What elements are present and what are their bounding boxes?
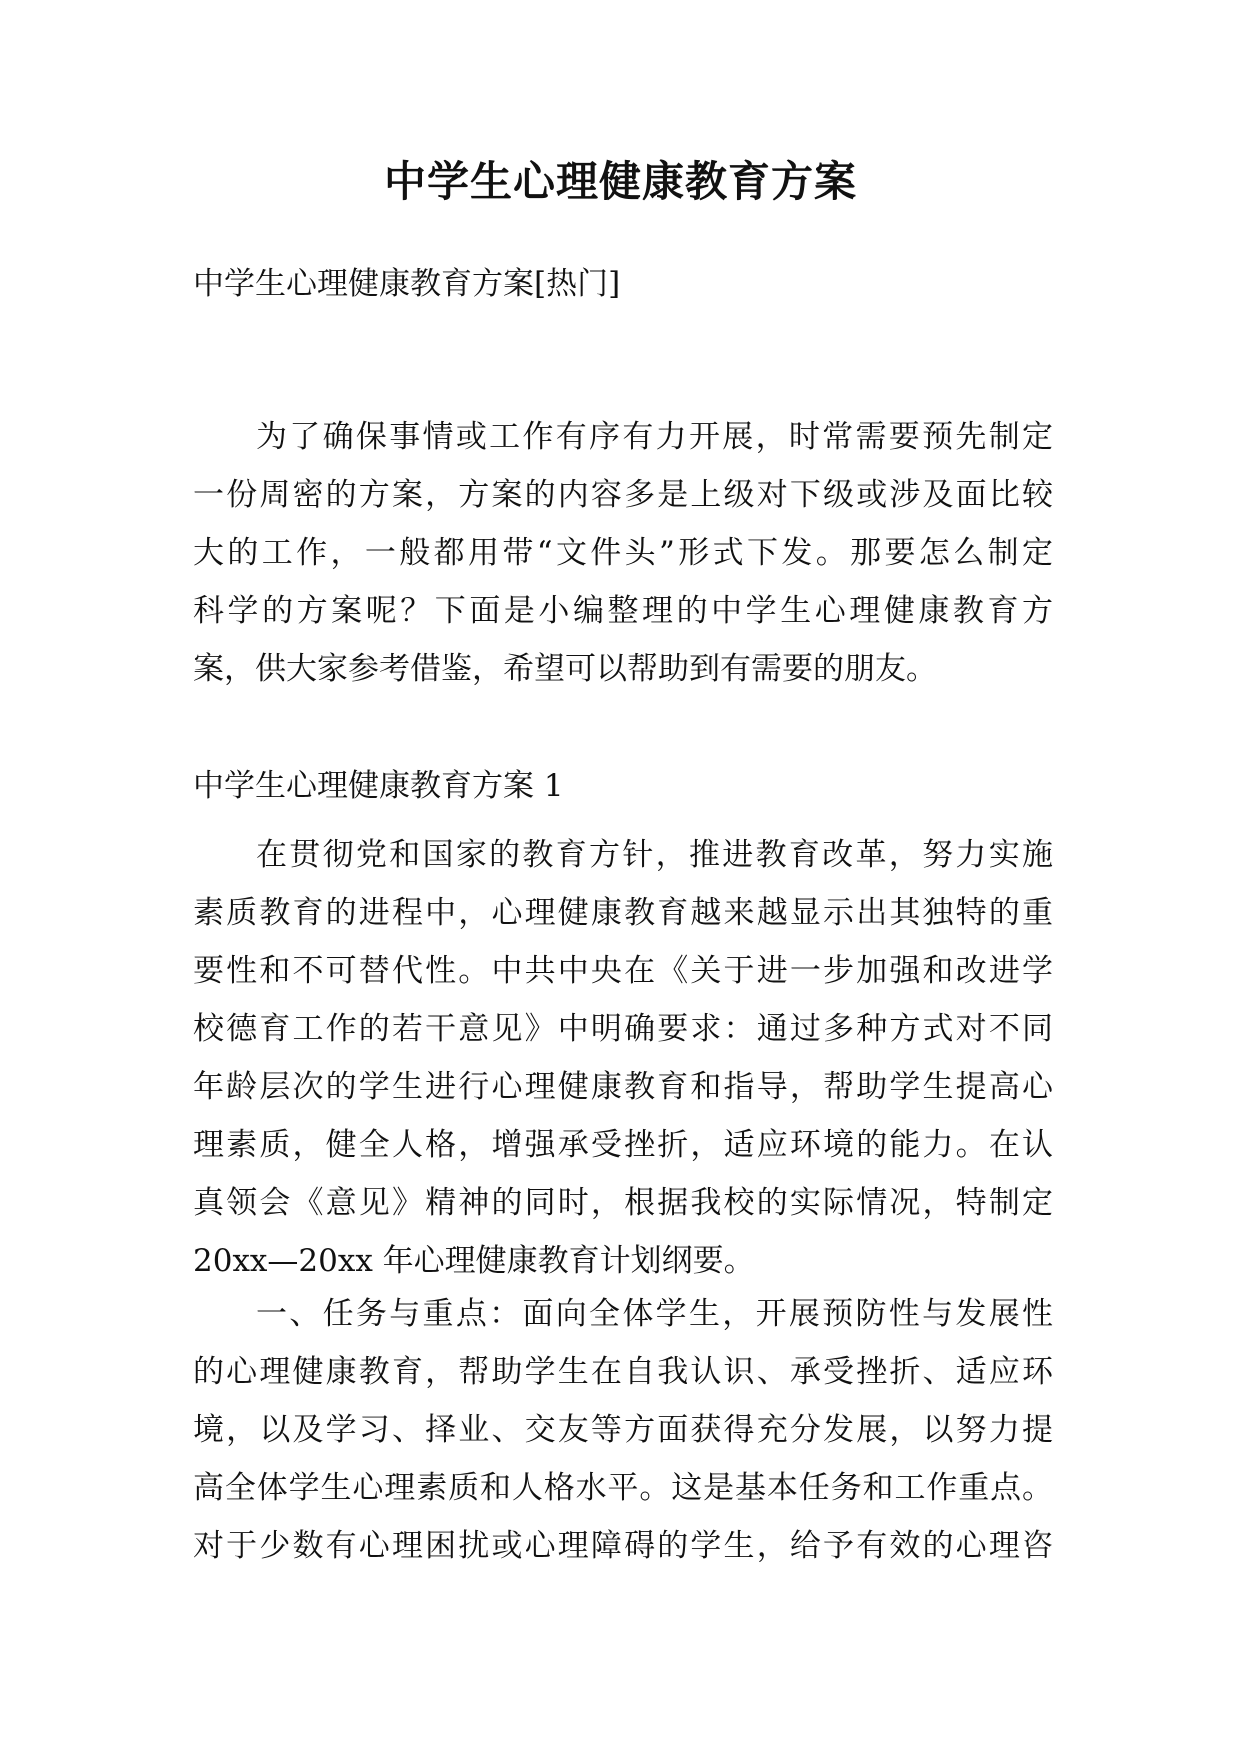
paragraph-line: 校德育工作的若干意见》中明确要求：通过多种方式对不同: [193, 1011, 1053, 1047]
paragraph-line: 真领会《意见》精神的同时，根据我校的实际情况，特制定: [193, 1185, 1053, 1221]
paragraph-line: 境，以及学习、择业、交友等方面获得充分发展，以努力提: [193, 1412, 1053, 1448]
paragraph-line: 要性和不可替代性。中共中央在《关于进一步加强和改进学: [193, 953, 1053, 989]
paragraph-line: 科学的方案呢？下面是小编整理的中学生心理健康教育方: [193, 593, 1053, 629]
paragraph-line: 一份周密的方案，方案的内容多是上级对下级或涉及面比较: [193, 477, 1053, 513]
paragraph-line: 20xx—20xx 年心理健康教育计划纲要。: [193, 1243, 755, 1279]
paragraph-line: 为了确保事情或工作有序有力开展，时常需要预先制定: [256, 419, 1053, 455]
paragraph-line: 高全体学生心理素质和人格水平。这是基本任务和工作重点。: [193, 1470, 1053, 1506]
paragraph-line: 对于少数有心理困扰或心理障碍的学生，给予有效的心理咨: [193, 1528, 1053, 1564]
document-subtitle: 中学生心理健康教育方案[热门]: [193, 266, 621, 302]
section-paragraph: [193, 826, 1053, 1290]
intro-paragraph: [193, 408, 1053, 698]
paragraph-line: 理素质，健全人格，增强承受挫折，适应环境的能力。在认: [193, 1127, 1053, 1163]
paragraph-line: 大的工作，一般都用带“文件头”形式下发。那要怎么制定: [193, 535, 1053, 571]
section-paragraph: [193, 1285, 1053, 1575]
paragraph-line: 素质教育的进程中，心理健康教育越来越显示出其独特的重: [193, 895, 1053, 931]
paragraph-line: 的心理健康教育，帮助学生在自我认识、承受挫折、适应环: [193, 1354, 1053, 1390]
paragraph-line: 在贯彻党和国家的教育方针，推进教育改革，努力实施: [256, 837, 1053, 873]
document-title: 中学生心理健康教育方案: [383, 157, 857, 206]
section-heading: 中学生心理健康教育方案 1: [193, 768, 564, 804]
paragraph-line: 年龄层次的学生进行心理健康教育和指导，帮助学生提高心: [193, 1069, 1053, 1105]
paragraph-line: 案，供大家参考借鉴，希望可以帮助到有需要的朋友。: [193, 651, 937, 687]
paragraph-line: 一、任务与重点：面向全体学生，开展预防性与发展性: [256, 1296, 1053, 1332]
